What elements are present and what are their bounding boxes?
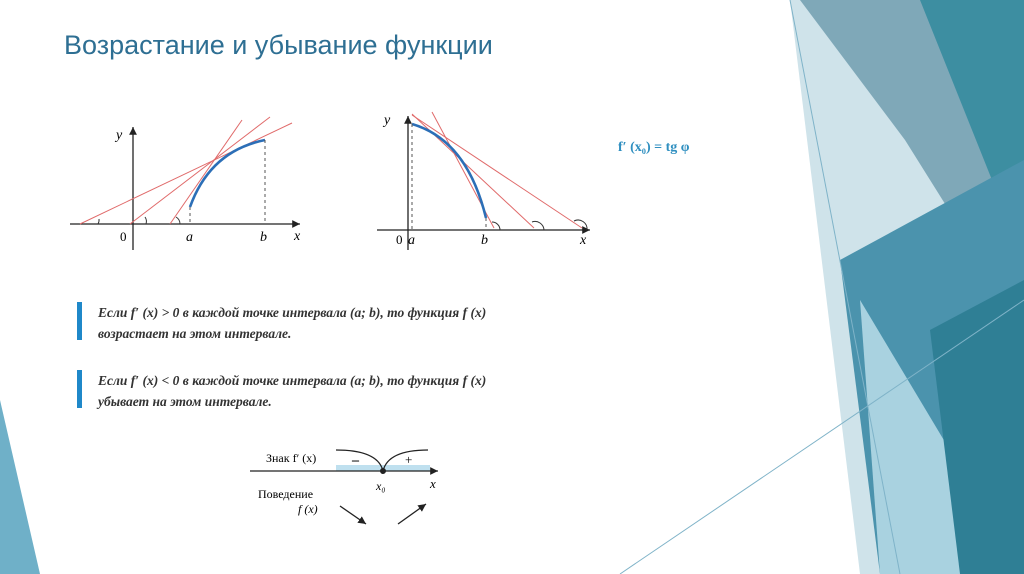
axis-label: x — [430, 476, 436, 491]
origin-label: 0 — [396, 232, 403, 247]
y-label: y — [116, 128, 123, 143]
rule-increasing — [98, 302, 658, 344]
y-label: y — [384, 113, 391, 128]
plus-sign: + — [405, 452, 413, 467]
minus-sign: – — [352, 453, 359, 468]
label-a: a — [186, 230, 193, 245]
behavior-function-label: f (x) — [298, 502, 318, 516]
angle-arc — [574, 220, 587, 230]
label-a: a — [408, 233, 415, 248]
angle-arc — [98, 219, 99, 224]
angle-arc — [145, 217, 146, 224]
rule-accent-bar — [77, 302, 82, 340]
tangent-line — [130, 117, 270, 224]
rule-decreasing — [98, 370, 658, 412]
x-label: x — [580, 233, 587, 248]
x-label: x — [294, 229, 301, 244]
origin-label: 0 — [120, 229, 127, 244]
graph-decreasing — [372, 110, 602, 255]
increase-arrow — [398, 504, 426, 524]
page-title: Возрастание и убывание функции — [64, 30, 493, 60]
label-b: b — [481, 233, 488, 248]
critical-point — [380, 468, 386, 474]
rule-accent-bar — [77, 370, 82, 408]
rule-line: Если f′ (x) > 0 в каждой точке интервала (a; b), то функция f (x) — [98, 305, 487, 320]
tangent-line — [412, 115, 582, 228]
tangent-line — [170, 120, 242, 224]
graph-increasing — [70, 115, 320, 255]
tangent-line — [80, 123, 292, 224]
decrease-arrow — [340, 506, 366, 524]
angle-arc — [176, 217, 180, 224]
sign-diagram — [250, 440, 450, 530]
deco-shape-bottom-left — [0, 400, 40, 574]
rule-line: возрастает на этом интервале. — [98, 326, 292, 341]
rule-line: убывает на этом интервале. — [98, 394, 272, 409]
angle-arc — [532, 221, 544, 230]
label-b: b — [260, 230, 267, 245]
behavior-label: Поведение — [258, 487, 314, 501]
decreasing-curve — [412, 124, 486, 218]
sign-label: Знак f′ (x) — [266, 451, 317, 465]
point-label: x₀ — [376, 479, 386, 493]
rule-line: Если f′ (x) < 0 в каждой точке интервала (a; b), то функция f (x) — [98, 373, 487, 388]
derivative-formula: f′ (x₀) = tg φ — [618, 140, 690, 155]
